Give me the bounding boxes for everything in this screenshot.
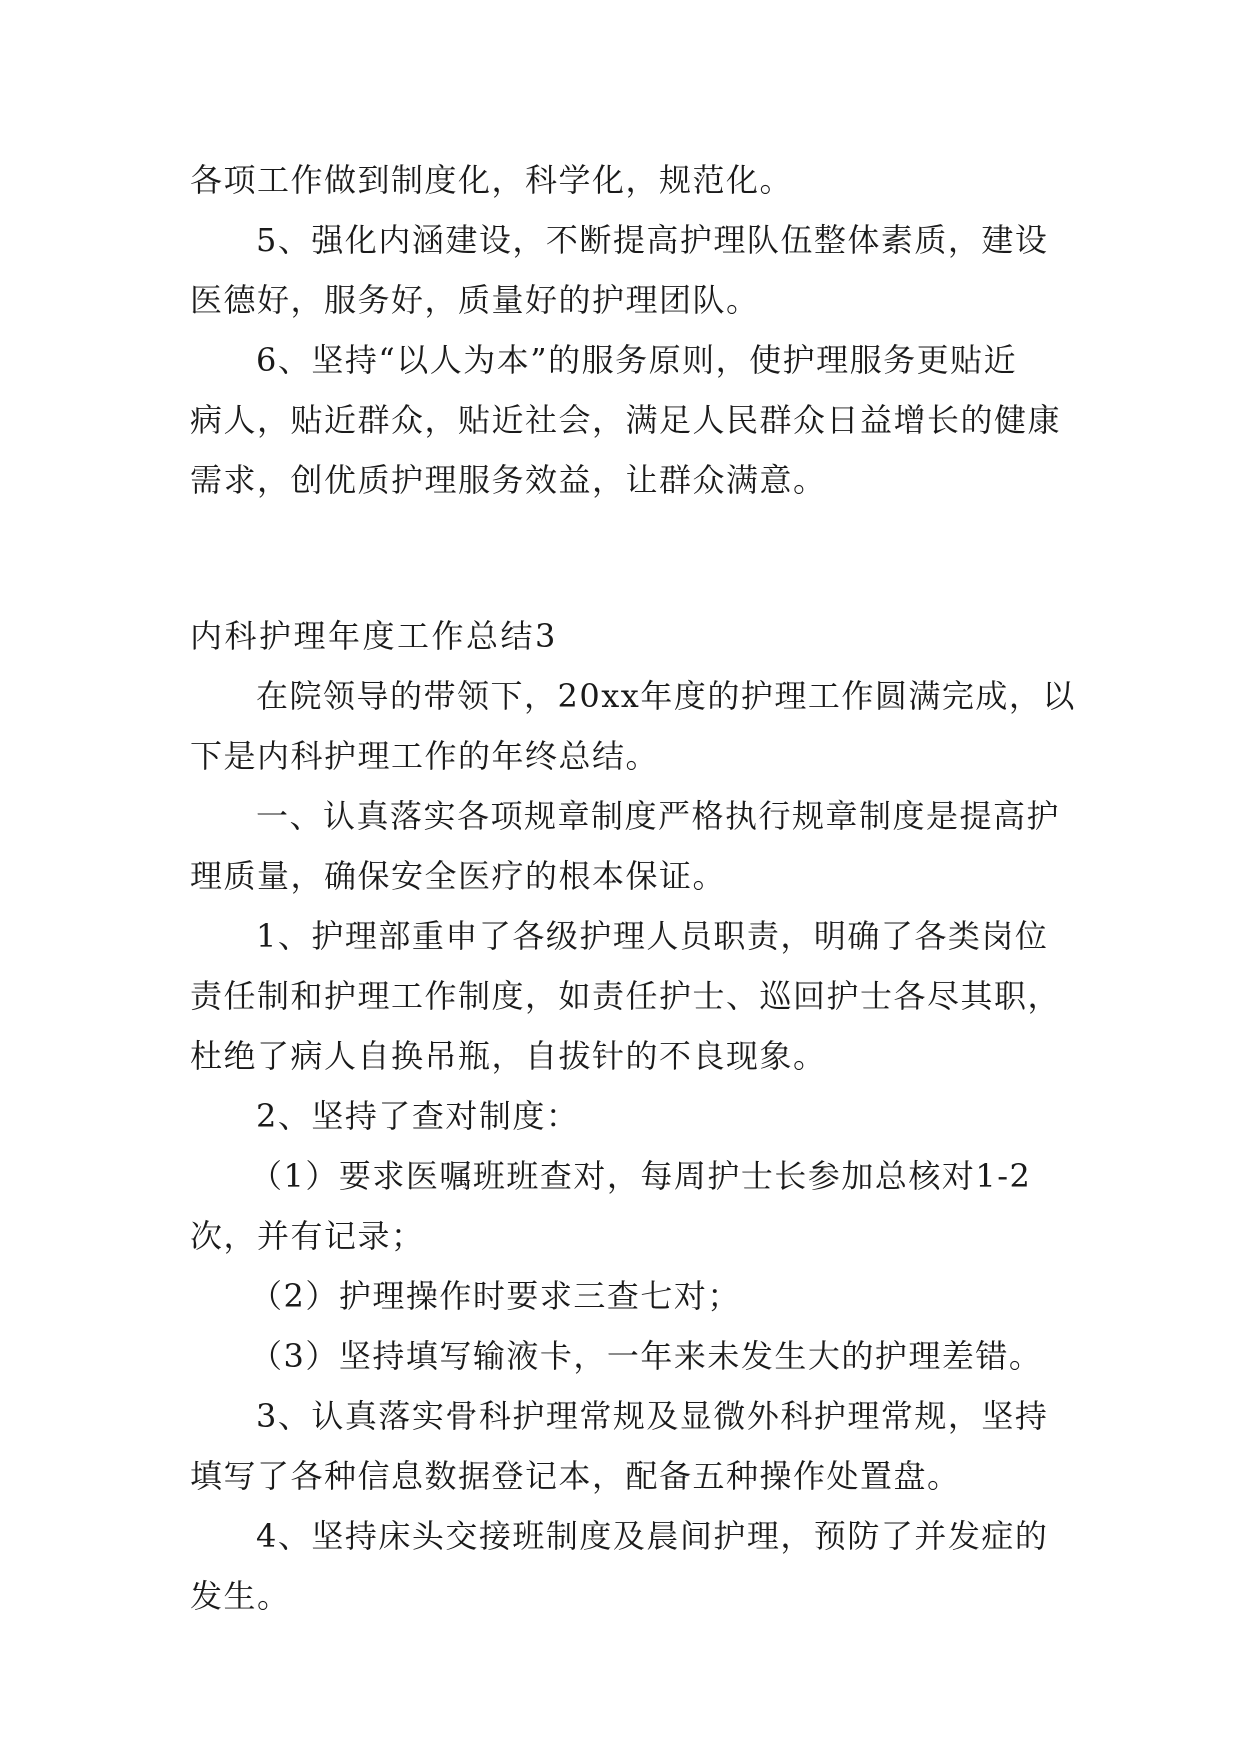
section-heading: 内科护理年度工作总结3 <box>190 617 558 655</box>
section-gap <box>190 510 1050 606</box>
paragraph-line: 1、护理部重申了各级护理人员职责，明确了各类岗位 <box>256 917 1049 955</box>
paragraph-line: 下是内科护理工作的年终总结。 <box>190 737 660 775</box>
paragraph-line: 理质量，确保安全医疗的根本保证。 <box>190 857 727 895</box>
document-page <box>190 150 1076 1626</box>
paragraph-line: 3、认真落实骨科护理常规及显微外科护理常规，坚持 <box>256 1397 1049 1435</box>
paragraph-line: （1）要求医嘱班班查对，每周护士长参加总核对1-2 <box>250 1157 1032 1195</box>
paragraph-line: 需求，创优质护理服务效益，让群众满意。 <box>190 461 827 499</box>
paragraph-line: 一、认真落实各项规章制度严格执行规章制度是提高护 <box>256 797 1061 835</box>
paragraph-line: （2）护理操作时要求三查七对； <box>250 1277 741 1315</box>
paragraph-line: 次，并有记录； <box>190 1217 425 1255</box>
paragraph-line: 杜绝了病人自换吊瓶，自拔针的不良现象。 <box>190 1037 827 1075</box>
paragraph-line: 病人，贴近群众，贴近社会，满足人民群众日益增长的健康 <box>190 401 1062 439</box>
paragraph-line: 5、强化内涵建设，不断提高护理队伍整体素质，建设 <box>256 221 1049 259</box>
paragraph-line: 发生。 <box>190 1577 291 1615</box>
paragraph-line: 医德好，服务好，质量好的护理团队。 <box>190 281 760 319</box>
paragraph-line: 4、坚持床头交接班制度及晨间护理，预防了并发症的 <box>256 1517 1049 1555</box>
paragraph-line: 责任制和护理工作制度，如责任护士、巡回护士各尽其职， <box>190 977 1062 1015</box>
paragraph-line: 2、坚持了查对制度： <box>256 1097 580 1135</box>
paragraph-line: 6、坚持“以人为本”的服务原则，使护理服务更贴近 <box>256 341 1018 379</box>
paragraph-line: （3）坚持填写输液卡，一年来未发生大的护理差错。 <box>250 1337 1043 1375</box>
paragraph-line: 各项工作做到制度化，科学化，规范化。 <box>190 161 794 199</box>
paragraph-line: 填写了各种信息数据登记本，配备五种操作处置盘。 <box>190 1457 961 1495</box>
paragraph-line: 在院领导的带领下，20xx年度的护理工作圆满完成，以 <box>256 677 1076 715</box>
